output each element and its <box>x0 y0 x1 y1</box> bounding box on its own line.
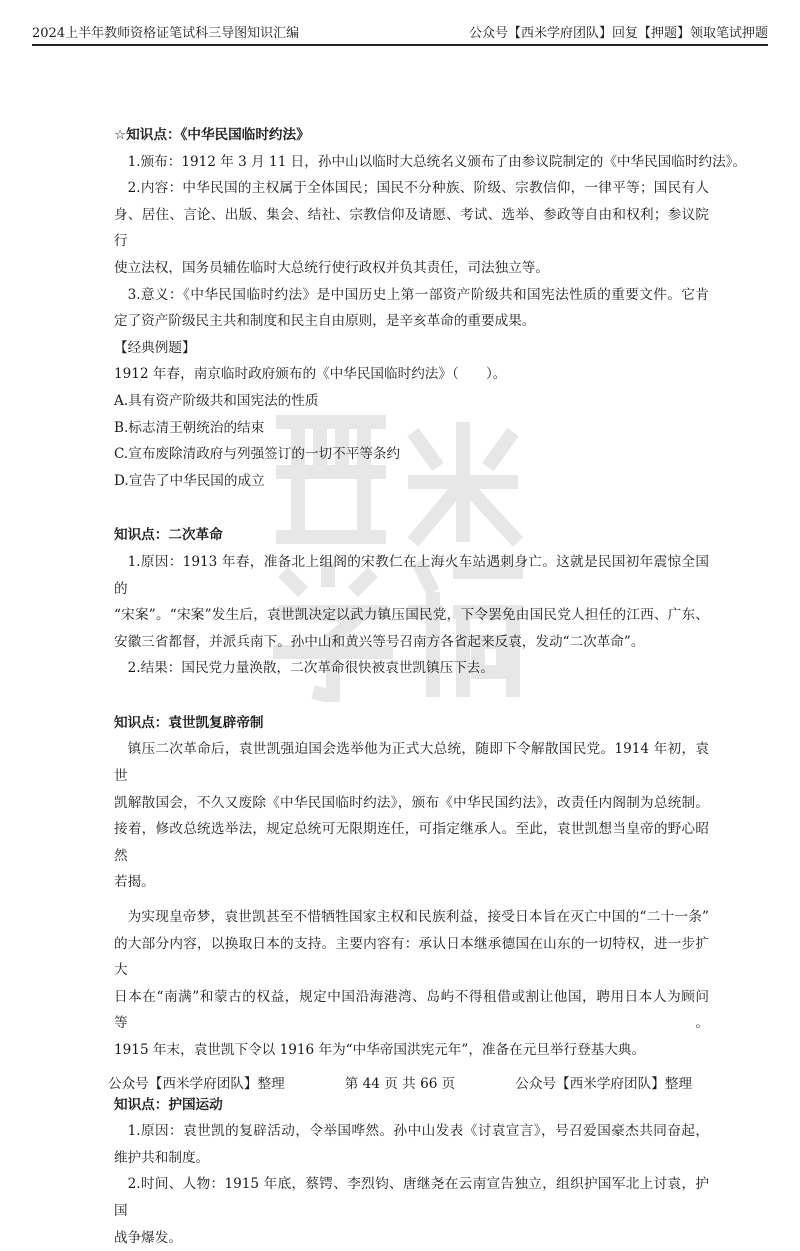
header-rule <box>32 44 768 45</box>
paragraph-line: 定了资产阶级民主共和制度和民主自由原则，是辛亥革命的重要成果。 <box>114 313 536 330</box>
paragraph-line: “宋案”。“宋案”发生后，袁世凯决定以武力镇压国民党，下令罢免由国民党人担任的江西、广东、 <box>114 607 709 624</box>
example-option-a: A.具有资产阶级共和国宪法的性质 <box>114 392 319 409</box>
paragraph-line: 使立法权，国务员辅佐临时大总统行使行政权并负其责任，司法独立等。 <box>114 259 549 276</box>
paragraph-line: 接着，修改总统选举法，规定总统可无限期连任，可指定继承人。至此，袁世凯想当皇帝的野心昭然 <box>114 821 709 864</box>
section-heading: ☆知识点：《中华民国临时约法》 <box>114 127 310 143</box>
example-option-b: B.标志清王朝统治的结束 <box>114 419 265 436</box>
page-number: 第 44 页 共 66 页 <box>344 1076 456 1092</box>
page-header <box>32 22 768 46</box>
paragraph-line: 2.时间、人物：1915 年底，蔡锷、李烈钧、唐继尧在云南宣告独立，组织护国军北上讨袁，护国 <box>114 1176 709 1219</box>
paragraph-line: 维护共和制度。 <box>114 1149 210 1166</box>
section-heading: 知识点：袁世凯复辟帝制 <box>114 714 264 731</box>
example-title: 【经典例题】 <box>114 339 196 356</box>
paragraph-line: 的大部分内容，以换取日本的支持。主要内容有：承认日本继承德国在山东的一切特权，进一步扩大 <box>114 935 709 979</box>
page-footer <box>0 1072 800 1092</box>
paragraph-line: 2.结果：国民党力量涣散，二次革命很快被袁世凯镇压下去。 <box>127 660 494 677</box>
example-option-d: D.宣告了中华民国的成立 <box>114 472 265 489</box>
header-right-text: 公众号【西米学府团队】回复【押题】领取笔试押题 <box>468 26 768 41</box>
paragraph-line: 若揭。 <box>114 874 155 891</box>
paragraph-line: 1.原因：袁世凯的复辟活动，令举国哗然。孙中山发表《讨袁宣言》，号召爱国豪杰共同奋起， <box>127 1123 709 1140</box>
paragraph-line: 2.内容：中华民国的主权属于全体国民；国民不分种族、阶级、宗教信仰，一律平等；国民有人 <box>127 180 709 197</box>
footer-left-text: 公众号【西米学府团队】整理 <box>107 1076 285 1092</box>
paragraph-line: 3.意义：《中华民国临时约法》是中国历史上第一部资产阶级共和国宪法性质的重要文件。它肯 <box>127 286 709 303</box>
paragraph-line: 凯解散国会，不久又废除《中华民国临时约法》，颁布《中华民国约法》，改责任内阁制为总统制。 <box>114 794 709 811</box>
header-left-text: 2024上半年教师资格证笔试科三导图知识汇编 <box>32 26 300 41</box>
paragraph-line: 1.颁布：1912 年 3 月 11 日，孙中山以临时大总统名义颁布了由参议院制定的《中华民国临时约法》。 <box>127 153 747 170</box>
paragraph-line: 身、居住、言论、出版、集会、结社、宗教信仰及请愿、考试、选举、参政等自由和权利；参议院行 <box>114 206 709 250</box>
paragraph-line: 镇压二次革命后，袁世凯强迫国会选举他为正式大总统，随即下令解散国民党。1914 年初，袁世 <box>114 741 709 785</box>
paragraph-line: 战争爆发。 <box>114 1229 182 1246</box>
section-heading: 知识点：护国运动 <box>114 1096 223 1113</box>
paragraph-line: 1915 年末，袁世凯下令以 1916 年为“中华帝国洪宪元年”，准备在元旦举行登基大典。 <box>114 1042 646 1058</box>
example-option-c: C.宣布废除清政府与列强签订的一切不平等条约 <box>114 446 401 463</box>
paragraph-line: 1.原因：1913 年春，准备北上组阁的宋教仁在上海火车站遇刺身亡。这就是民国初年震惊全国的 <box>114 553 709 597</box>
paragraph-line: 日本在“南满”和蒙古的权益，规定中国沿海港湾、岛屿不得租借或割让他国，聘用日本人为顾问等。 <box>114 988 709 1032</box>
paragraph-line: 为实现皇帝梦，袁世凯甚至不惜牺牲国家主权和民族利益，接受日本旨在灭亡中国的“二十一条” <box>127 909 709 926</box>
example-question: 1912 年春，南京临时政府颁布的《中华民国临时约法》（ ）。 <box>114 366 507 383</box>
paragraph-line: 安徽三省都督，并派兵南下。孙中山和黄兴等号召南方各省起来反袁，发动“二次革命”。 <box>114 633 645 650</box>
section-heading: 知识点：二次革命 <box>114 527 223 544</box>
footer-right-text: 公众号【西米学府团队】整理 <box>515 1076 692 1092</box>
